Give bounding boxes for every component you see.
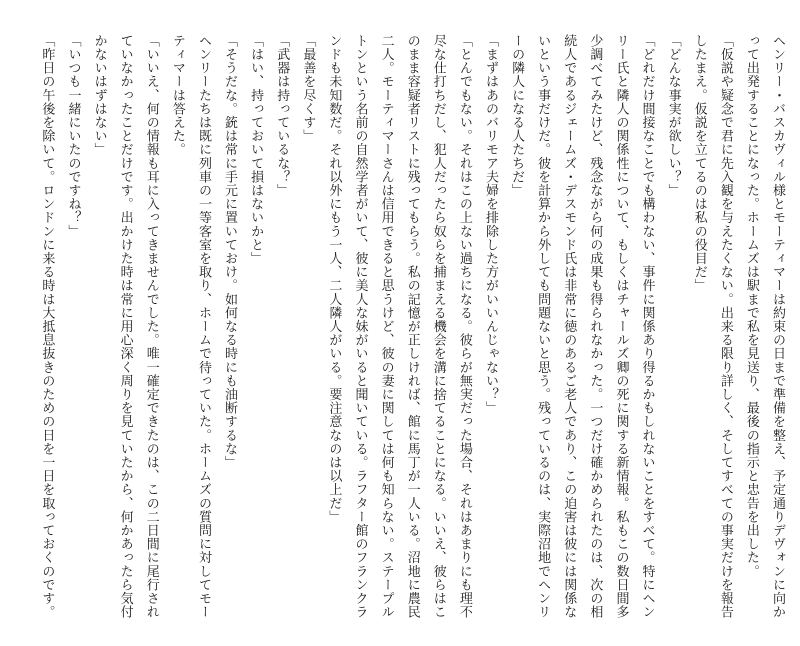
paragraph: 「はい、持っておいて損はないかと」 [248, 34, 264, 266]
paragraph: 「いつも一緒にいたのですね？」 [65, 34, 81, 238]
paragraph: 「昨日の午後を除いて。ロンドンに来る時は大抵息抜きのための日を一日を取っておくのです。 [39, 34, 55, 619]
paragraph: ヘンリー・バスカヴィル様とモーティマーは約束の日まで準備を整え、予定通りデヴォンに向かって出発することになった。ホームズは駅まで私を見送り、最後の指示と忠告を出した。 [743, 34, 785, 619]
paragraph: 「とんでもない。それはこの上ない過ちになる。彼らが無実だった場合、それはあまりにも理不尽な仕打ちだし、犯人だったら奴らを捕まえる機会を溝に捨てることになる。いいえ、彼らはこのまま容疑者リストに残ってもらう。私の記憶が正しければ、館に馬丁が一人いる。沼地に農民二人。モーティマーさんは信用できると思うけど、彼の妻に関しては何も知らない。ステープルトンという名前の自然学者がいて、彼に美人な妹がいると聞いている。ラフター館のフランクランドも未知数だ。それ以外にもう一人、二人隣人がいる。要注意なのは以上だ」 [326, 34, 472, 619]
vertical-text-body [33, 34, 790, 630]
paragraph: 「最善を尽くす」 [300, 34, 316, 143]
paragraph: ヘンリーたちは既に列車の一等客室を取り、ホームで待っていた。ホームズの質問に対してモーティマーは答えた。 [169, 34, 211, 619]
paragraph: 「どんな事実が欲しい？」 [665, 34, 681, 198]
paragraph: 「まずはあのバリモア夫婦を排除した方がいいんじゃない？」 [482, 34, 498, 415]
paragraph: 「どれだけ間接なことでも構わない、事件に関係あり得るかもしれないことをすべて。特にヘンリー氏と隣人の関係性について、もしくはチャールズ卿の死に関する新情報。私もこの数日間多少調べてみたけど、残念ながら何の成果も得られなかった。一つだけ確かめられたのは、次の相続人であるジェームズ・デスモンド氏は非常に徳のあるご老人であり、この迫害は彼には関係ないという事だけだ。彼を計算から外しても問題ないと思う。残っているのは、実際沼地でヘンリーの隣人になる人たちだ」 [509, 34, 655, 619]
paragraph: 「武器は持っているな？」 [274, 34, 290, 198]
paragraph: 「いいえ、何の情報も耳に入ってきませんでした。唯一確定できたのは、この二日間に尾行されていなかったことだけです。出かけた時は常に用心深く周りを見ていたから、何かあったら気付かないはずはない」 [91, 34, 159, 619]
paragraph: 「仮説や疑念で君に先入観を与えたくない。出来る限り詳しく、そしてすべての事実だけを報告したまえ。仮説を立てるのは私の役目だ」 [691, 34, 733, 619]
paragraph: 「そうだな。銃は常に手元に置いておけ。如何なる時にも油断するな」 [222, 34, 238, 470]
